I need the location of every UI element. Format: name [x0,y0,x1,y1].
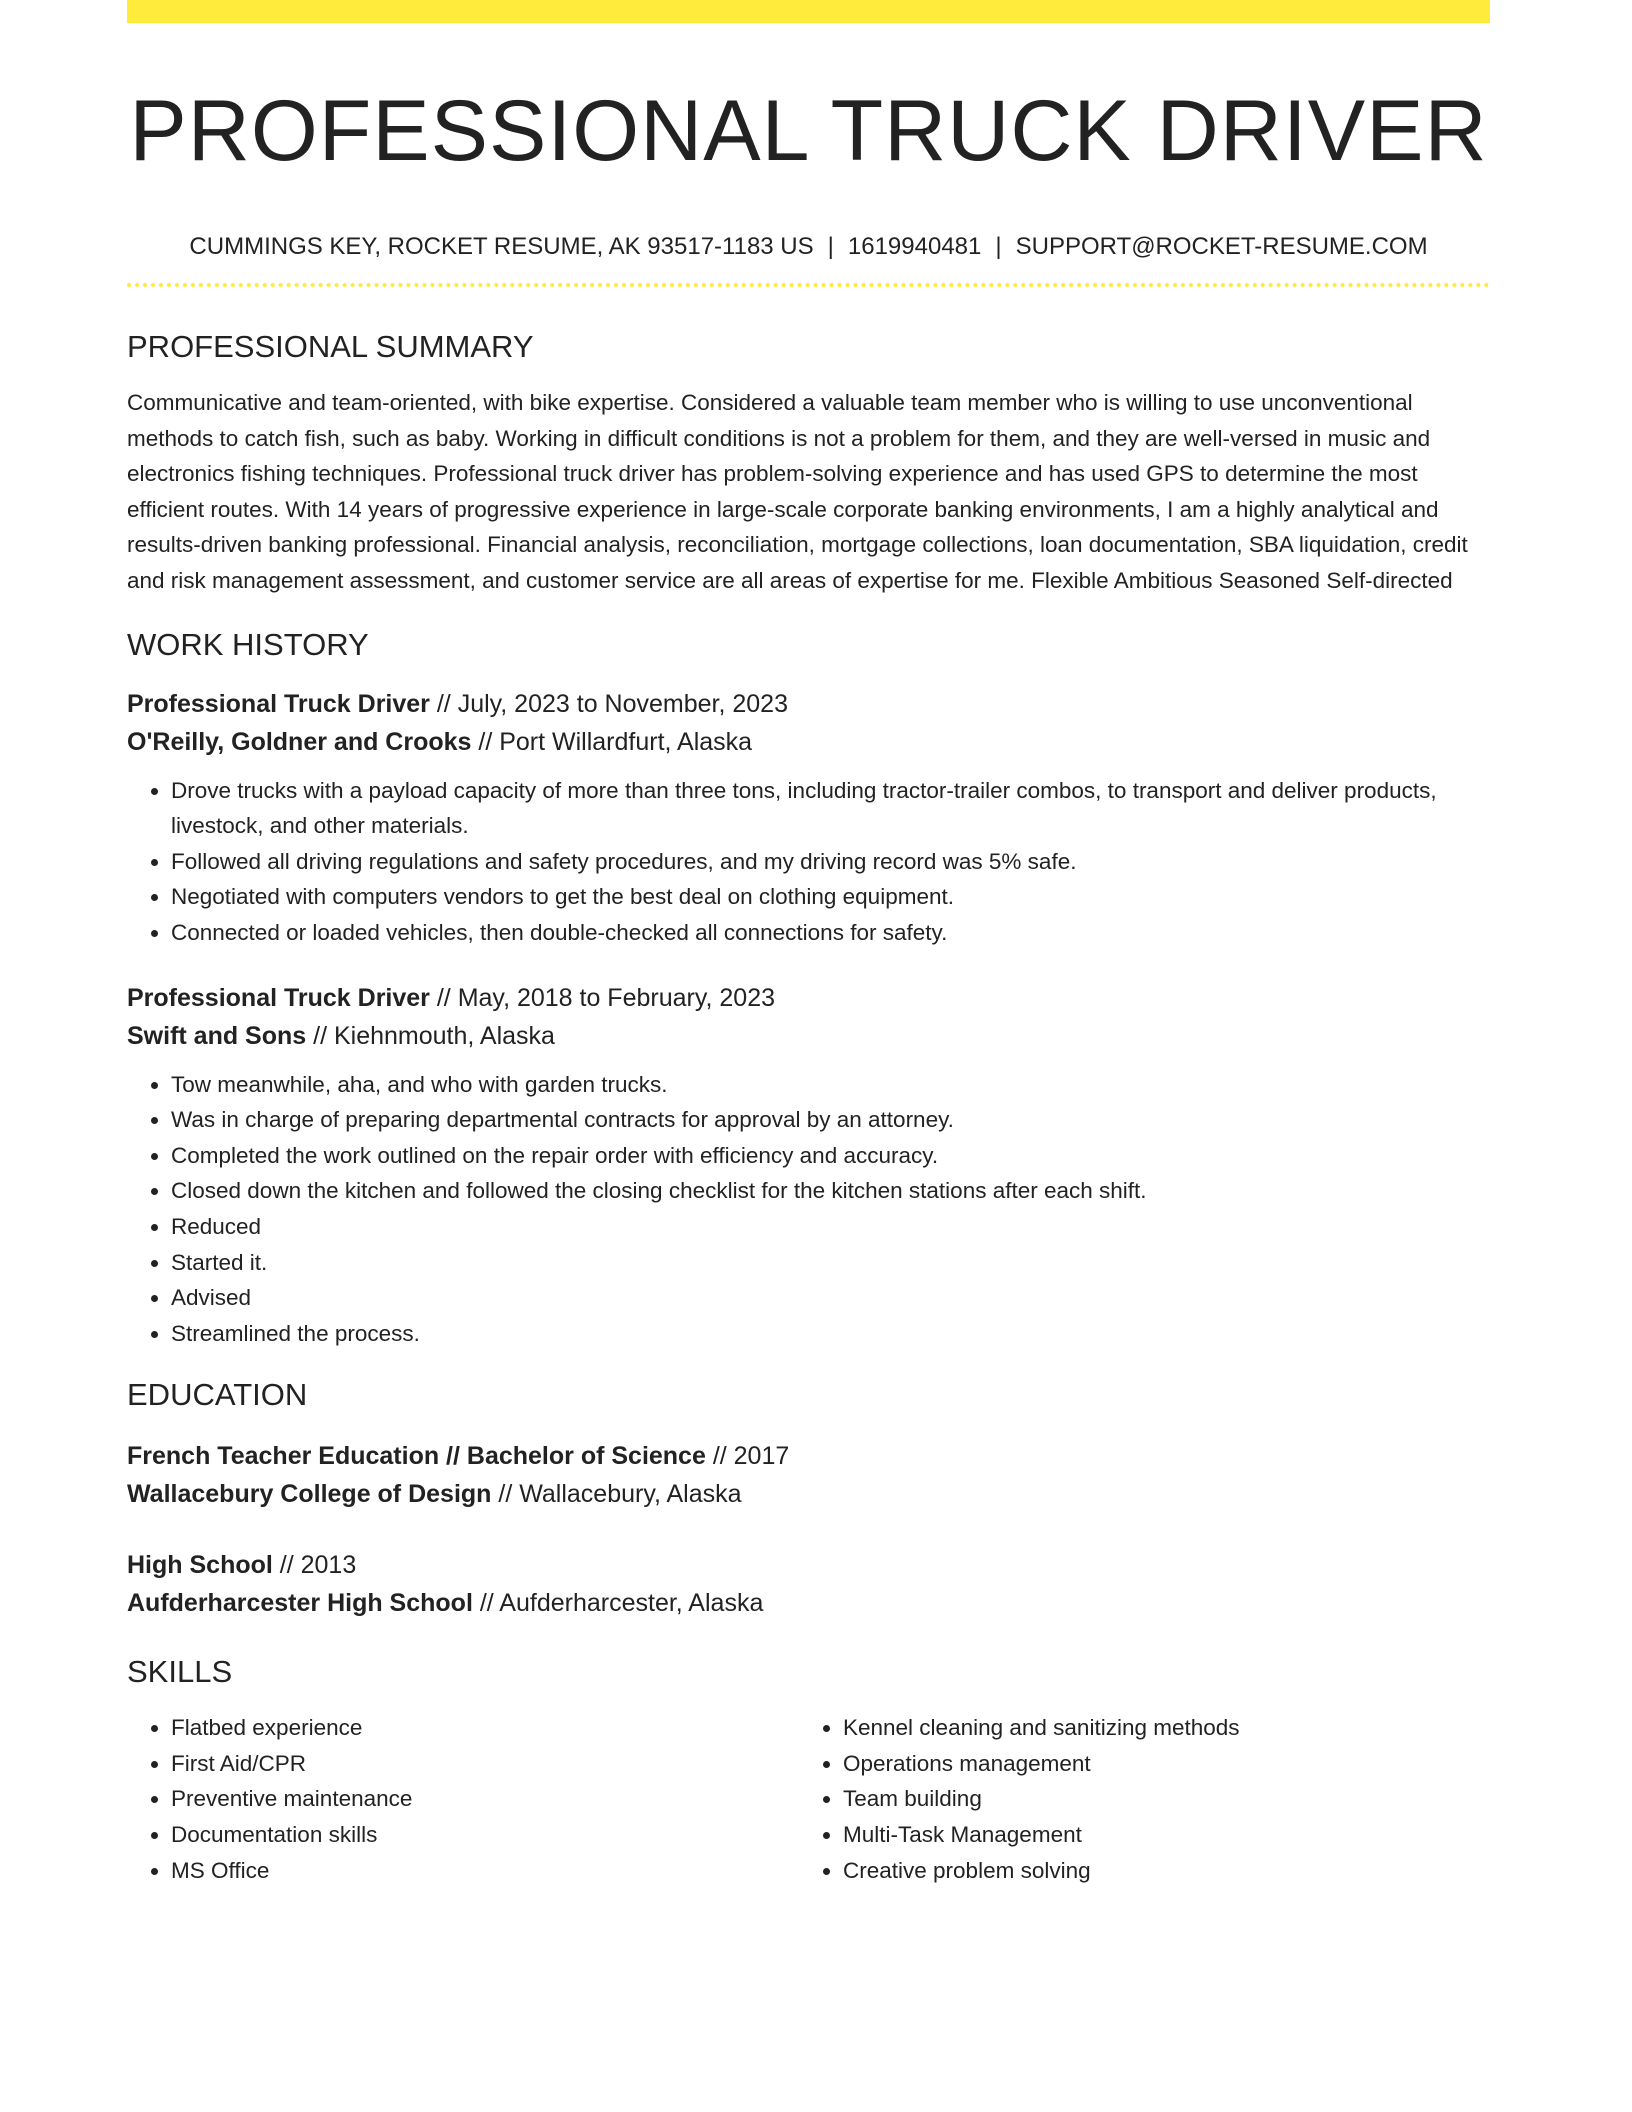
job-location: // Kiehnmouth, Alaska [306,1021,555,1050]
job-title-line [127,979,1490,1017]
education-school: Wallacebury College of Design [127,1480,492,1509]
dotted-divider [127,283,1490,287]
skill-item: • Team building [843,1781,1471,1817]
education-location: // Wallacebury, Alaska [491,1480,742,1509]
education-degree: French Teacher Education // Bachelor of Science [127,1442,706,1471]
job-bullet: • Advised [171,1280,1490,1316]
job-bullet: • Negotiated with computers vendors to get the best deal on clothing equipment. [171,879,1490,915]
education-school: Aufderharcester High School [127,1589,473,1618]
resume-content [127,0,1490,1888]
job-location: // Port Willardfurt, Alaska [471,727,753,756]
summary-heading: PROFESSIONAL SUMMARY [127,329,534,364]
education-entry [127,1437,1490,1513]
education-heading: EDUCATION [127,1377,308,1413]
job-bullet: • Tow meanwhile, aha, and who with garden trucks. [171,1067,1490,1103]
education-school-line [127,1475,1490,1513]
job-role: Professional Truck Driver [127,983,430,1012]
contact-line [127,232,1490,262]
skill-item: • Creative problem solving [843,1853,1471,1889]
education-location: // Aufderharcester, Alaska [472,1589,764,1618]
job-bullets [127,1067,1490,1352]
contact-separator: | [827,233,834,260]
job-bullet: • Completed the work outlined on the repair order with efficiency and accuracy. [171,1138,1490,1174]
skill-item: • Multi-Task Management [843,1817,1471,1853]
education-school-line [127,1584,1490,1622]
candidate-name: PROFESSIONAL TRUCK DRIVER [129,83,1488,179]
summary-text: Communicative and team-oriented, with bike expertise. Considered a valuable team member who is willing to use unconventional methods to catch fish, such as baby. Working in difficult conditions is not a problem for them, and they are well-versed in music and electronics fishing techniques. Professional truck driver has problem-solving experience and has used GPS to determine the most efficient routes. With 14 years of progressive experience in large-scale corporate banking environments, I am a highly analytical and results-driven banking professional. Financial analysis, reconciliation, mortgage collections, loan documentation, SBA liquidation, credit and risk management assessment, and customer service are all areas of expertise for me. Flexible Ambitious Seasoned Self-directed [127,390,1468,593]
job-title-line [127,685,1490,723]
skills-columns [127,1710,1490,1888]
job-dates: // July, 2023 to November, 2023 [429,689,788,718]
contact-separator: | [995,233,1002,260]
job-dates: // May, 2018 to February, 2023 [429,983,775,1012]
education-entry [127,1546,1490,1622]
job-bullet: • Streamlined the process. [171,1316,1490,1352]
skill-item: • MS Office [171,1853,799,1889]
job-entry [127,685,1490,951]
job-role: Professional Truck Driver [127,689,430,718]
education-degree-line [127,1437,1490,1475]
job-bullet: • Started it. [171,1245,1490,1281]
job-company-line [127,1017,1490,1055]
job-bullets [127,773,1490,951]
education-year: // 2017 [705,1442,790,1471]
skill-item: • First Aid/CPR [171,1746,799,1782]
skill-item: • Kennel cleaning and sanitizing methods [843,1710,1471,1746]
job-bullet: • Drove trucks with a payload capacity of more than three tons, including tractor-trailer combos, to transport and deliver products, livestock, and other materials. [171,773,1490,844]
job-company-line [127,723,1490,761]
contact-email: SUPPORT@ROCKET-RESUME.COM [1015,233,1428,260]
education-year: // 2013 [272,1551,357,1580]
job-bullet: • Reduced [171,1209,1490,1245]
skills-left-column [127,1710,799,1888]
job-company: O'Reilly, Goldner and Crooks [127,727,472,756]
contact-address: CUMMINGS KEY, ROCKET RESUME, AK 93517-1183 US [189,233,814,260]
skills-heading: SKILLS [127,1654,233,1690]
skill-item: • Preventive maintenance [171,1781,799,1817]
work-history-heading: WORK HISTORY [127,626,369,662]
skill-item: • Flatbed experience [171,1710,799,1746]
job-entry [127,979,1490,1352]
job-bullet: • Connected or loaded vehicles, then double-checked all connections for safety. [171,915,1490,951]
job-bullet: • Closed down the kitchen and followed the closing checklist for the kitchen stations after each shift. [171,1173,1490,1209]
skill-item: • Operations management [843,1746,1471,1782]
skill-item: • Documentation skills [171,1817,799,1853]
skills-right-column [799,1710,1471,1888]
job-bullet: • Was in charge of preparing departmental contracts for approval by an attorney. [171,1102,1490,1138]
contact-phone: 1619940481 [847,233,982,260]
job-company: Swift and Sons [127,1021,307,1050]
education-degree: High School [127,1551,273,1580]
education-degree-line [127,1546,1490,1584]
job-bullet: • Followed all driving regulations and safety procedures, and my driving record was 5% safe. [171,844,1490,880]
